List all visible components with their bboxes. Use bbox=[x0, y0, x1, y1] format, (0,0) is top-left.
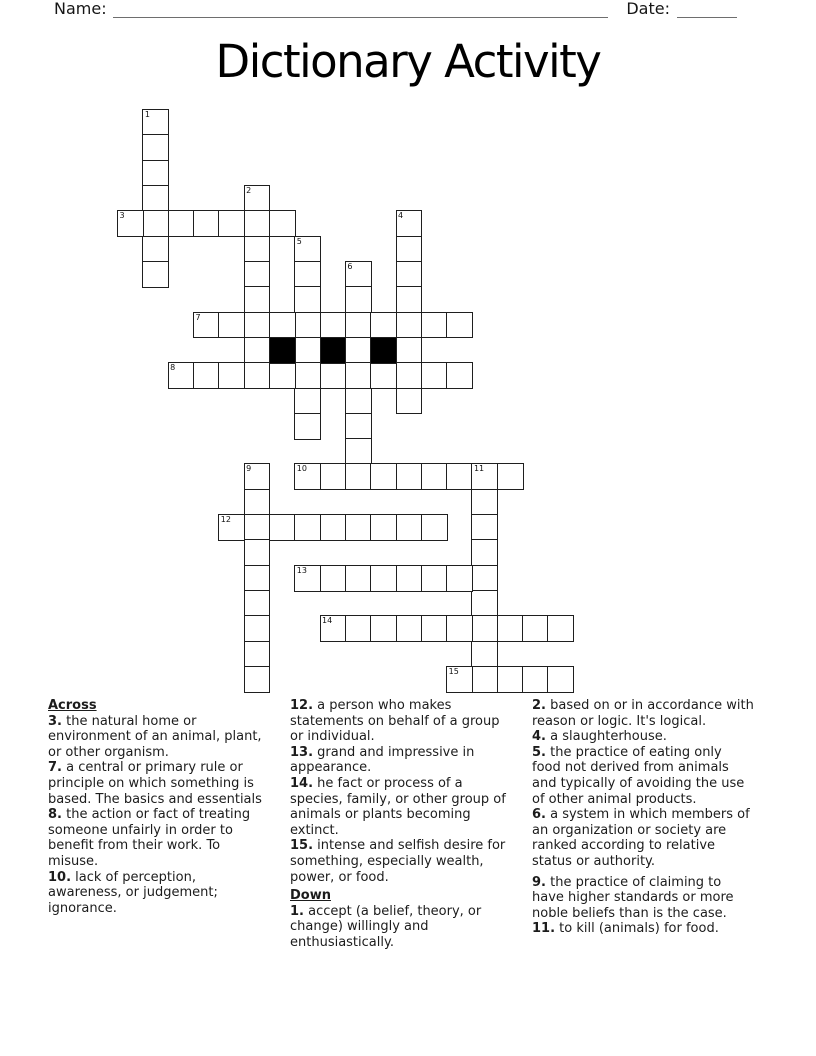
grid-cell[interactable] bbox=[421, 615, 448, 642]
grid-cell[interactable] bbox=[345, 565, 372, 592]
grid-cell[interactable] bbox=[294, 413, 321, 440]
grid-cell[interactable] bbox=[345, 286, 372, 313]
grid-cell[interactable] bbox=[142, 109, 169, 136]
clue-item: 9. the practice of claiming to have higher standards or more noble beliefs than is the case. bbox=[532, 874, 734, 921]
clue-number: 15. bbox=[290, 838, 314, 854]
grid-cell[interactable] bbox=[345, 261, 372, 288]
grid-cell[interactable] bbox=[193, 362, 220, 389]
grid-cell[interactable] bbox=[446, 362, 473, 389]
grid-cell[interactable] bbox=[396, 362, 423, 389]
clue-item: 1. accept (a belief, theory, or change) willingly and enthusiastically. bbox=[290, 903, 482, 950]
clue-heading-down: Down bbox=[290, 888, 331, 904]
clue-item: 12. a person who makes statements on behalf of a group or individual. bbox=[290, 698, 500, 745]
grid-cell[interactable] bbox=[471, 489, 498, 516]
grid-cell[interactable] bbox=[345, 615, 372, 642]
grid-cell-number: 7 bbox=[195, 312, 201, 322]
grid-cell[interactable] bbox=[218, 210, 245, 237]
grid-cell-number: 8 bbox=[170, 363, 176, 373]
grid-cell-number: 10 bbox=[296, 464, 307, 474]
grid-cell[interactable] bbox=[396, 565, 423, 592]
grid-cell[interactable] bbox=[244, 641, 271, 668]
grid-cell[interactable] bbox=[345, 362, 372, 389]
grid-cell[interactable] bbox=[345, 438, 372, 465]
grid-cell-number: 3 bbox=[119, 211, 125, 221]
grid-cell[interactable] bbox=[168, 210, 195, 237]
grid-cell[interactable] bbox=[446, 666, 473, 693]
grid-cell[interactable] bbox=[396, 312, 423, 339]
grid-cell[interactable] bbox=[446, 615, 473, 642]
clue-number: 12. bbox=[290, 698, 314, 713]
grid-cell[interactable] bbox=[244, 362, 271, 389]
clue-item: 5. the practice of eating only food not derived from animals and typically of avoiding the use of other animal products. bbox=[532, 744, 745, 807]
grid-cell[interactable] bbox=[244, 615, 271, 642]
grid-cell[interactable] bbox=[244, 337, 271, 364]
grid-cell[interactable] bbox=[471, 615, 498, 642]
grid-cell-number: 9 bbox=[246, 464, 252, 474]
grid-cell[interactable] bbox=[345, 388, 372, 415]
grid-cell[interactable] bbox=[320, 514, 347, 541]
grid-cell-number: 2 bbox=[246, 185, 252, 195]
grid-cell[interactable] bbox=[370, 615, 397, 642]
grid-cell[interactable] bbox=[294, 337, 321, 364]
clue-number: 1. bbox=[290, 903, 304, 919]
grid-cell[interactable] bbox=[244, 236, 271, 263]
grid-cell[interactable] bbox=[244, 539, 271, 566]
name-input-line[interactable] bbox=[113, 4, 609, 18]
grid-cell[interactable] bbox=[244, 565, 271, 592]
clue-item: 13. grand and impressive in appearance. bbox=[290, 744, 475, 776]
grid-cell[interactable] bbox=[471, 641, 498, 668]
grid-cell[interactable] bbox=[294, 312, 321, 339]
grid-cell[interactable] bbox=[269, 362, 296, 389]
grid-cell-number: 11 bbox=[473, 464, 485, 474]
grid-cell[interactable] bbox=[396, 463, 423, 490]
grid-cell[interactable] bbox=[471, 590, 498, 617]
date-label: Date: bbox=[626, 0, 670, 18]
grid-cell[interactable] bbox=[497, 463, 524, 490]
grid-cell[interactable] bbox=[244, 514, 271, 541]
grid-cell[interactable] bbox=[117, 210, 144, 237]
grid-black-cell bbox=[370, 337, 397, 364]
clue-number: 7. bbox=[48, 760, 62, 776]
grid-cell[interactable] bbox=[294, 236, 321, 263]
grid-cell-number: 15 bbox=[448, 667, 459, 677]
grid-cell[interactable] bbox=[244, 666, 271, 693]
grid-cell[interactable] bbox=[396, 210, 423, 237]
grid-cell[interactable] bbox=[370, 362, 397, 389]
grid-cell[interactable] bbox=[370, 514, 397, 541]
grid-cell[interactable] bbox=[547, 615, 574, 642]
grid-cell[interactable] bbox=[142, 134, 169, 161]
grid-cell[interactable] bbox=[294, 388, 321, 415]
grid-cell[interactable] bbox=[522, 615, 549, 642]
clue-number: 14. bbox=[290, 775, 314, 791]
clue-item: 3. the natural home or environment of an animal, plant, or other organism. bbox=[48, 713, 262, 760]
grid-cell[interactable] bbox=[244, 261, 271, 288]
grid-cell[interactable] bbox=[193, 312, 220, 339]
grid-cell[interactable] bbox=[345, 463, 372, 490]
grid-cell[interactable] bbox=[396, 261, 423, 288]
grid-cell[interactable] bbox=[471, 539, 498, 566]
grid-cell[interactable] bbox=[345, 514, 372, 541]
grid-cell[interactable] bbox=[294, 463, 321, 490]
clue-number: 9. bbox=[532, 874, 546, 890]
grid-cell[interactable] bbox=[244, 312, 271, 339]
grid-cell[interactable] bbox=[471, 463, 498, 490]
grid-cell[interactable] bbox=[497, 615, 524, 642]
grid-cell[interactable] bbox=[421, 565, 448, 592]
grid-cell[interactable] bbox=[142, 261, 169, 288]
grid-cell[interactable] bbox=[244, 590, 271, 617]
clues-section bbox=[48, 698, 754, 951]
grid-cell-number: 6 bbox=[347, 261, 353, 271]
grid-cell[interactable] bbox=[320, 463, 347, 490]
grid-cell[interactable] bbox=[370, 565, 397, 592]
clue-number: 5. bbox=[532, 744, 546, 760]
grid-cell[interactable] bbox=[421, 312, 448, 339]
grid-cell-number: 13 bbox=[296, 565, 307, 575]
grid-cell[interactable] bbox=[320, 615, 347, 642]
grid-cell[interactable] bbox=[396, 236, 423, 263]
name-label: Name: bbox=[54, 0, 107, 18]
grid-cell[interactable] bbox=[142, 185, 169, 212]
grid-cell[interactable] bbox=[471, 514, 498, 541]
grid-cell[interactable] bbox=[294, 514, 321, 541]
grid-cell[interactable] bbox=[497, 666, 524, 693]
clue-item: 8. the action or fact of treating someone unfairly in order to benefit from their work. To misuse. bbox=[48, 807, 251, 869]
grid-cell[interactable] bbox=[396, 615, 423, 642]
grid-cell[interactable] bbox=[421, 362, 448, 389]
grid-cell[interactable] bbox=[421, 463, 448, 490]
grid-cell[interactable] bbox=[446, 312, 473, 339]
grid-cell[interactable] bbox=[320, 565, 347, 592]
grid-cell[interactable] bbox=[345, 337, 372, 364]
grid-cell[interactable] bbox=[370, 463, 397, 490]
date-input-line[interactable] bbox=[677, 4, 737, 18]
grid-cell[interactable] bbox=[446, 463, 473, 490]
grid-cell[interactable] bbox=[244, 489, 271, 516]
clue-number: 13. bbox=[290, 744, 314, 760]
grid-cell[interactable] bbox=[244, 185, 271, 212]
page-title: Dictionary Activity bbox=[215, 35, 601, 88]
grid-cell[interactable] bbox=[320, 362, 347, 389]
header bbox=[54, 1, 737, 18]
grid-cell[interactable] bbox=[320, 312, 347, 339]
grid-cell[interactable] bbox=[294, 362, 321, 389]
grid-black-cell bbox=[320, 337, 347, 364]
clue-item: 2. based on or in accordance with reason or logic. It's logical. bbox=[532, 698, 754, 729]
grid-cell[interactable] bbox=[142, 210, 169, 237]
grid-cell[interactable] bbox=[547, 666, 574, 693]
clue-item: 15. intense and selfish desire for something, especially wealth, power, or food. bbox=[290, 838, 506, 885]
grid-cell[interactable] bbox=[269, 514, 296, 541]
clue-heading-across: Across bbox=[48, 698, 97, 713]
grid-cell[interactable] bbox=[193, 210, 220, 237]
clue-number: 2. bbox=[532, 698, 546, 713]
grid-cell[interactable] bbox=[396, 388, 423, 415]
clue-number: 3. bbox=[48, 713, 62, 729]
grid-cell[interactable] bbox=[421, 514, 448, 541]
grid-cell[interactable] bbox=[244, 286, 271, 313]
grid-cell[interactable] bbox=[142, 236, 169, 263]
grid-black-cell bbox=[269, 337, 296, 364]
grid-cell-number: 12 bbox=[220, 515, 231, 525]
clue-number: 10. bbox=[48, 869, 72, 885]
grid-cell[interactable] bbox=[294, 261, 321, 288]
clue-item: 11. to kill (animals) for food. bbox=[532, 921, 719, 937]
grid-cell[interactable] bbox=[269, 312, 296, 339]
clue-number: 4. bbox=[532, 729, 546, 745]
grid-cell[interactable] bbox=[396, 514, 423, 541]
clue-item: 6. a system in which members of an organization or society are ranked according to relative status or authority. bbox=[532, 807, 750, 869]
grid-cell[interactable] bbox=[218, 514, 245, 541]
grid-cell[interactable] bbox=[522, 666, 549, 693]
clue-column bbox=[290, 698, 512, 951]
grid-cell[interactable] bbox=[471, 666, 498, 693]
grid-cell[interactable] bbox=[345, 413, 372, 440]
grid-cell[interactable] bbox=[168, 362, 195, 389]
grid-cell[interactable] bbox=[294, 286, 321, 313]
grid-cell-number: 4 bbox=[398, 211, 404, 221]
grid-cell[interactable] bbox=[345, 312, 372, 339]
clue-column bbox=[532, 698, 754, 951]
grid-cell[interactable] bbox=[471, 565, 498, 592]
grid-cell[interactable] bbox=[370, 312, 397, 339]
clue-column bbox=[48, 698, 270, 951]
grid-cell[interactable] bbox=[294, 565, 321, 592]
grid-cell[interactable] bbox=[244, 210, 271, 237]
clue-item: 4. a slaughterhouse. bbox=[532, 729, 667, 745]
clue-item: 14. he fact or process of a species, family, or other group of animals or plants becoming extinct. bbox=[290, 775, 506, 838]
grid-cell[interactable] bbox=[244, 463, 271, 490]
grid-cell-number: 5 bbox=[296, 236, 302, 246]
grid-cell[interactable] bbox=[218, 312, 245, 339]
grid-cell[interactable] bbox=[396, 286, 423, 313]
clue-number: 11. bbox=[532, 921, 556, 937]
clue-item: 7. a central or primary rule or principle on which something is based. The basics and essentials bbox=[48, 760, 262, 807]
clue-number: 6. bbox=[532, 807, 546, 823]
grid-cell[interactable] bbox=[218, 362, 245, 389]
grid-cell[interactable] bbox=[142, 160, 169, 187]
grid-cell[interactable] bbox=[269, 210, 296, 237]
grid-cell[interactable] bbox=[446, 565, 473, 592]
clue-number: 8. bbox=[48, 807, 62, 823]
grid-cell-number: 14 bbox=[322, 616, 333, 626]
clue-item: 10. lack of perception, awareness, or judgement; ignorance. bbox=[48, 869, 218, 916]
grid-cell-number: 1 bbox=[144, 110, 150, 119]
grid-cell[interactable] bbox=[396, 337, 423, 364]
